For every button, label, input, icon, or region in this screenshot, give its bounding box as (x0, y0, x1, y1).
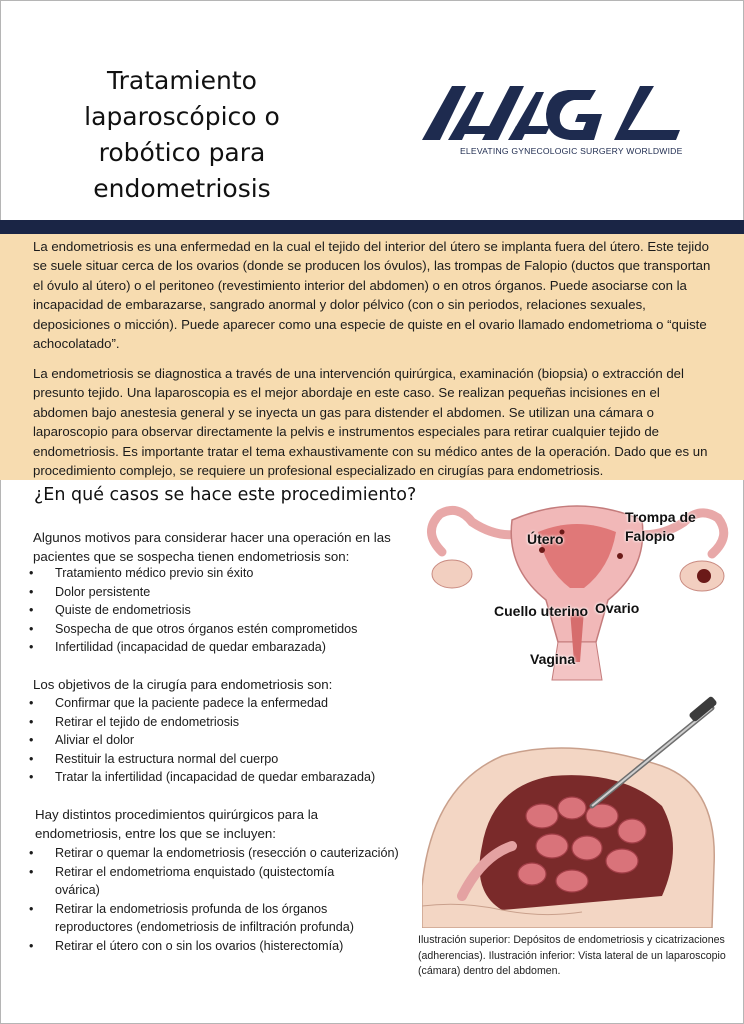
illustration-caption: Ilustración superior: Depósitos de endometriosis y cicatrizaciones (adherencias). Ilustración inferior: Vista lateral de un laparoscopio (cámara) dentro del abdomen. (418, 934, 726, 977)
goals-intro: Los objetivos de la cirugía para endometriosis son: (33, 677, 333, 692)
title-line: robótico para (98, 138, 266, 167)
list-item: • Confirmar que la paciente padece la enfermedad (33, 694, 413, 713)
laparoscope-illustration (422, 696, 722, 928)
title-line: Tratamiento (107, 66, 257, 95)
goals-list (33, 694, 413, 787)
list-item: • Quiste de endometriosis (33, 601, 413, 620)
list-item: • Retirar el endometrioma enquistado (quistectomía ovárica) (33, 863, 355, 900)
page-title (60, 63, 304, 207)
title-line: endometriosis (93, 174, 271, 203)
aagl-logo (418, 80, 700, 160)
abdomen-drawing (422, 748, 714, 928)
procedures-list (33, 844, 417, 956)
list-item: • Tratamiento médico previo sin éxito (33, 564, 413, 583)
list-item: • Sospecha de que otros órganos estén comprometidos (33, 620, 413, 639)
list-item: • Restituir la estructura normal del cuerpo (33, 750, 413, 769)
title-line: laparoscópico o (84, 102, 280, 131)
section-heading: ¿En qué casos se hace este procedimiento? (34, 485, 417, 505)
header-divider (0, 220, 744, 234)
reasons-intro: Algunos motivos para considerar hacer una operación en las pacientes que se sospecha tienen endometriosis son: (33, 530, 391, 564)
label-trompa: Trompa de Falopio (625, 509, 696, 544)
label-vagina: Vagina (530, 651, 576, 667)
label-utero: Útero (527, 531, 564, 547)
list-item: • Retirar la endometriosis profunda de los órganos reproductores (endometriosis de infiltración profunda) (33, 900, 405, 937)
procedures-intro: Hay distintos procedimientos quirúrgicos para la endometriosis, entre los que se incluyen: (35, 807, 319, 841)
reasons-list (33, 564, 413, 657)
list-item: • Tratar la infertilidad (incapacidad de quedar embarazada) (33, 768, 413, 787)
label-ovario: Ovario (595, 600, 640, 616)
intro-paragraph-1: La endometriosis es una enfermedad en la cual el tejido del interior del útero se implanta fuera del útero. Este tejido se suele situar cerca de los ovarios (donde se producen los óvulos), las trompas de Falopio (ductos que transportan el óvulo al útero) o el peritoneo (revestimiento interior del abdomen) o en otros órganos. Puede asociarse con la incapacidad de embarazarse, sangrado anormal y dolor pélvico (con o sin periodos, relaciones sexuales, deposiciones o micción). Puede aparecer como una especie de quiste en el ovario llamado endometrioma o “quiste achocolatado”. (33, 239, 711, 352)
label-cuello: Cuello uterino (494, 603, 589, 619)
list-item: • Dolor persistente (33, 583, 413, 602)
logo-mark (422, 86, 680, 140)
list-item: • Retirar o quemar la endometriosis (resección o cauterización) (33, 844, 417, 863)
list-item: • Retirar el tejido de endometriosis (33, 713, 413, 732)
list-item: • Infertilidad (incapacidad de quedar embarazada) (33, 638, 413, 657)
intro-paragraph-2: La endometriosis se diagnostica a través de una intervención quirúrgica, examinación (biopsia) o extracción del presunto tejido. Una laparoscopia es el mejor abordaje en este caso. Se realizan pequeñas incisiones en el abdomen bajo anestesia general y se inyecta un gas para distender el abdomen. Se utilizan una cámara o laparoscopio para observar directamente la pelvis e instrumentos especiales para retirar cualquier tejido de endometriosis. Es importante tratar el tema exhaustivamente con su médico antes de la operación. Dado que es un procedimiento complejo, se requiere un profesional especializado en cirugías para endometriosis. (33, 366, 708, 479)
intro-panel (0, 234, 744, 480)
list-item: • Retirar el útero con o sin los ovarios (histerectomía) (33, 937, 417, 956)
logo-tagline: ELEVATING GYNECOLOGIC SURGERY WORLDWIDE (460, 146, 683, 156)
list-item: • Aliviar el dolor (33, 731, 413, 750)
